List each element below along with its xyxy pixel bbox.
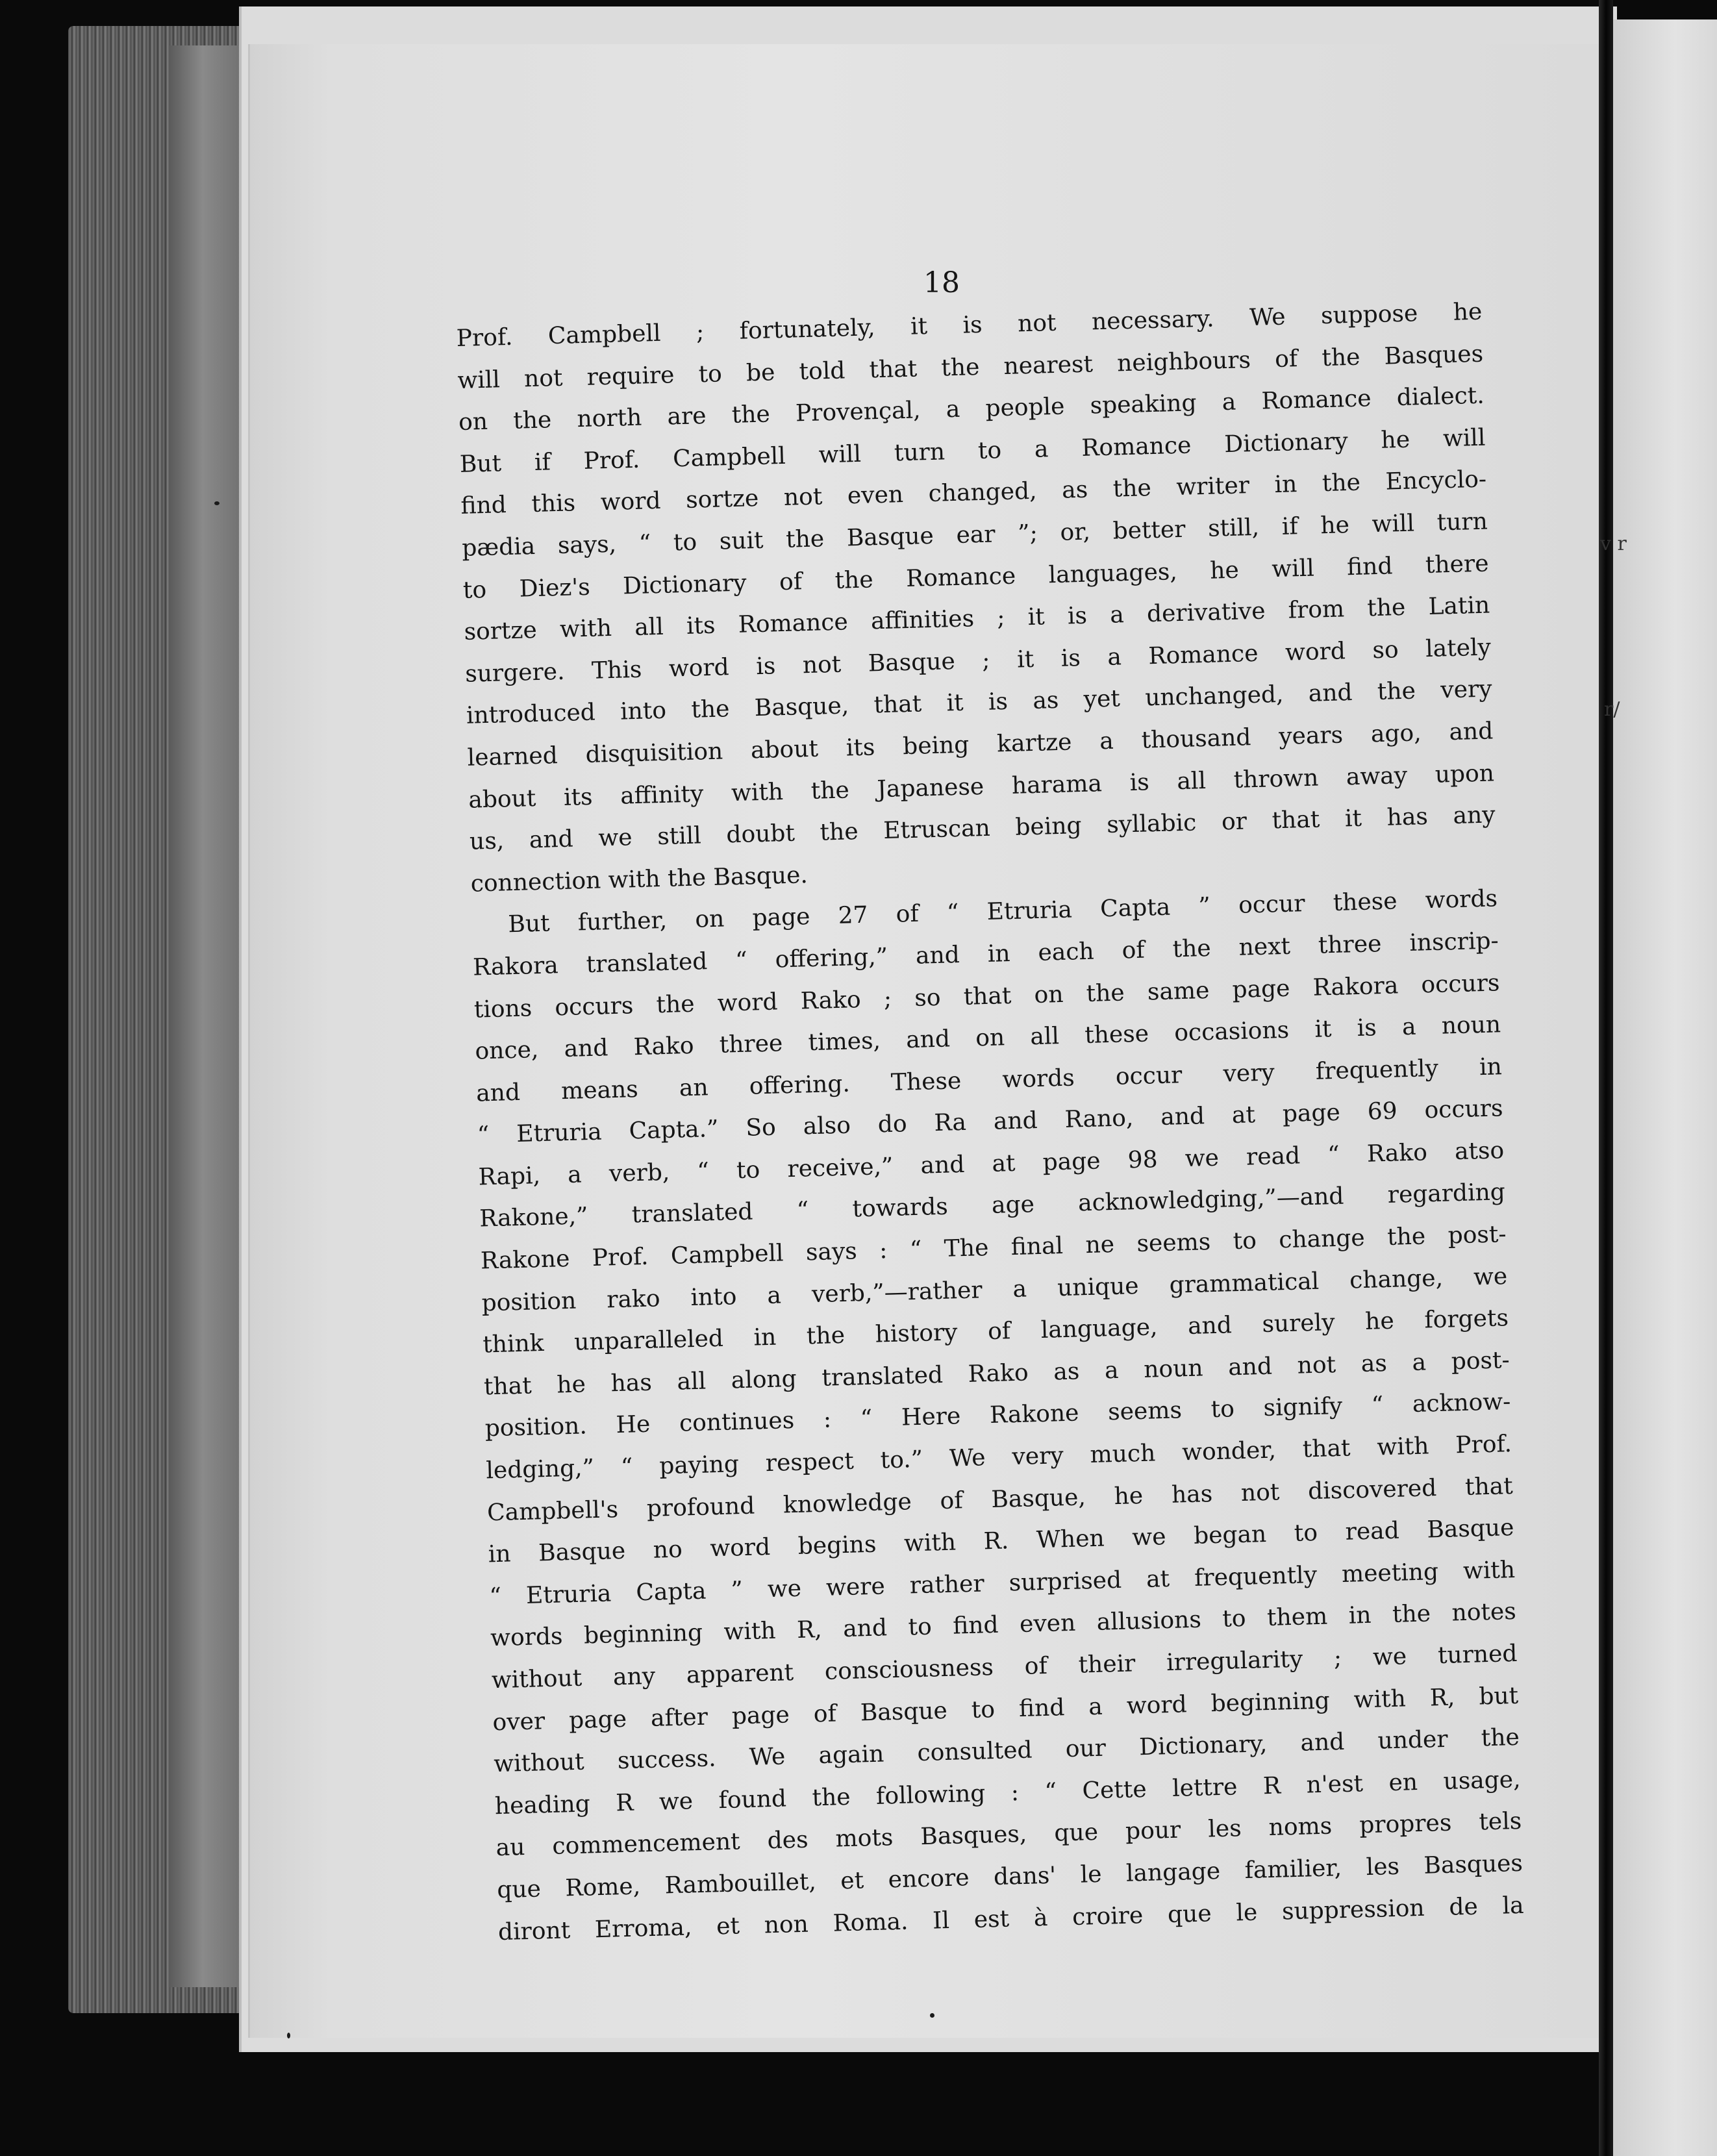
text-line: Rapi, a verb, “ to receive,” and at page 98 we read “ Rako atso — [478, 1137, 1505, 1191]
text-line: position. He continues : “ Here Rakone seems to signify “ acknow- — [484, 1388, 1511, 1442]
text-line: ledging,” “ paying respect to.” We very much wonder, that with Prof. — [485, 1431, 1512, 1485]
text-line: sortze with all its Romance affinities ; it is a derivative from the Latin — [464, 592, 1490, 646]
text-line: introduced into the Basque, that it is as yet unchanged, and the very — [466, 675, 1493, 730]
text-line: connection with the Basque. — [470, 861, 808, 897]
text-line: that he has all along translated Rako as a noun and not as a post- — [483, 1346, 1510, 1401]
text-line: learned disquisition about its being kartze a thousand years ago, and — [467, 718, 1494, 771]
body-text — [456, 292, 1524, 1954]
facing-page — [1613, 19, 1717, 2156]
facing-page-mark: r/ — [1604, 698, 1620, 721]
text-line: position rako into a verb,”—rather a unique grammatical change, we — [481, 1262, 1508, 1317]
text-line: “ Etruria Capta ” we were rather surprised at frequently meeting with — [489, 1556, 1516, 1611]
text-line: But if Prof. Campbell will turn to a Romance Dictionary he will — [459, 424, 1486, 478]
text-line: without any apparent consciousness of their irregularity ; we turned — [491, 1640, 1518, 1694]
text-line: diront Erroma, et non Roma. Il est à croire que le suppression de la — [497, 1892, 1525, 1946]
text-line: Rakone Prof. Campbell says : “ The final ne seems to change the post- — [480, 1221, 1507, 1275]
text-line: us, and we still doubt the Etruscan being syllabic or that it has any — [469, 801, 1496, 855]
text-line: tions occurs the word Rako ; so that on the same page Rakora occurs — [473, 969, 1500, 1023]
text-line: over page after page of Basque to find a word beginning with R, but — [492, 1682, 1519, 1736]
text-line: without success. We again consulted our Dictionary, and under the — [493, 1724, 1520, 1778]
text-line: words beginning with R, and to find even allusions to them in the notes — [490, 1598, 1517, 1652]
page-number: 18 — [923, 266, 960, 299]
text-line: to Diez's Dictionary of the Romance languages, he will find there — [462, 550, 1489, 604]
text-line: Rakora translated “ offering,” and in each of the next three inscrip- — [472, 927, 1499, 981]
text-line: think unparalleled in the history of language, and surely he forgets — [482, 1305, 1509, 1359]
text-line: and means an offering. These words occur very frequently in — [475, 1053, 1503, 1107]
text-line: que Rome, Rambouillet, et encore dans' le langage familier, les Basques — [496, 1849, 1523, 1904]
text-line: Rakone,” translated “ towards age acknowledging,”—and regarding — [479, 1179, 1506, 1233]
dust-speck — [287, 2033, 290, 2038]
facing-page-mark: v r — [1600, 533, 1627, 555]
text-line: “ Etruria Capta.” So also do Ra and Rano, and at page 69 occurs — [477, 1095, 1503, 1149]
text-line: Campbell's profound knowledge of Basque, he has not discovered that — [486, 1472, 1514, 1526]
text-line: find this word sortze not even changed, as the writer in the Encyclo- — [460, 466, 1487, 520]
text-line: pædia says, “ to suit the Basque ear ”; or, better still, if he will turn — [461, 508, 1488, 562]
text-line: about its affinity with the Japanese harama is all thrown away upon — [468, 759, 1495, 814]
dust-speck — [214, 501, 219, 505]
text-line: au commencement des mots Basques, que pour les noms propres tels — [495, 1808, 1522, 1862]
book-gutter — [1599, 0, 1613, 2156]
text-line: heading R we found the following : “ Cette lettre R n'est en usage, — [494, 1766, 1522, 1820]
text-line: on the north are the Provençal, a people speaking a Romance dialect. — [458, 382, 1485, 436]
text-line: in Basque no word begins with R. When we began to read Basque — [488, 1514, 1514, 1568]
text-line: once, and Rako three times, and on all these occasions it is a noun — [475, 1011, 1501, 1065]
text-line: Prof. Campbell ; fortunately, it is not necessary. We suppose he — [456, 298, 1483, 352]
text-line: But further, on page 27 of “ Etruria Capta ” occur these words — [507, 885, 1498, 938]
text-line: surgere. This word is not Basque ; it is a Romance word so lately — [464, 634, 1492, 688]
text-line: will not require to be told that the nearest neighbours of the Basques — [457, 340, 1484, 394]
dust-speck — [930, 2013, 934, 2018]
